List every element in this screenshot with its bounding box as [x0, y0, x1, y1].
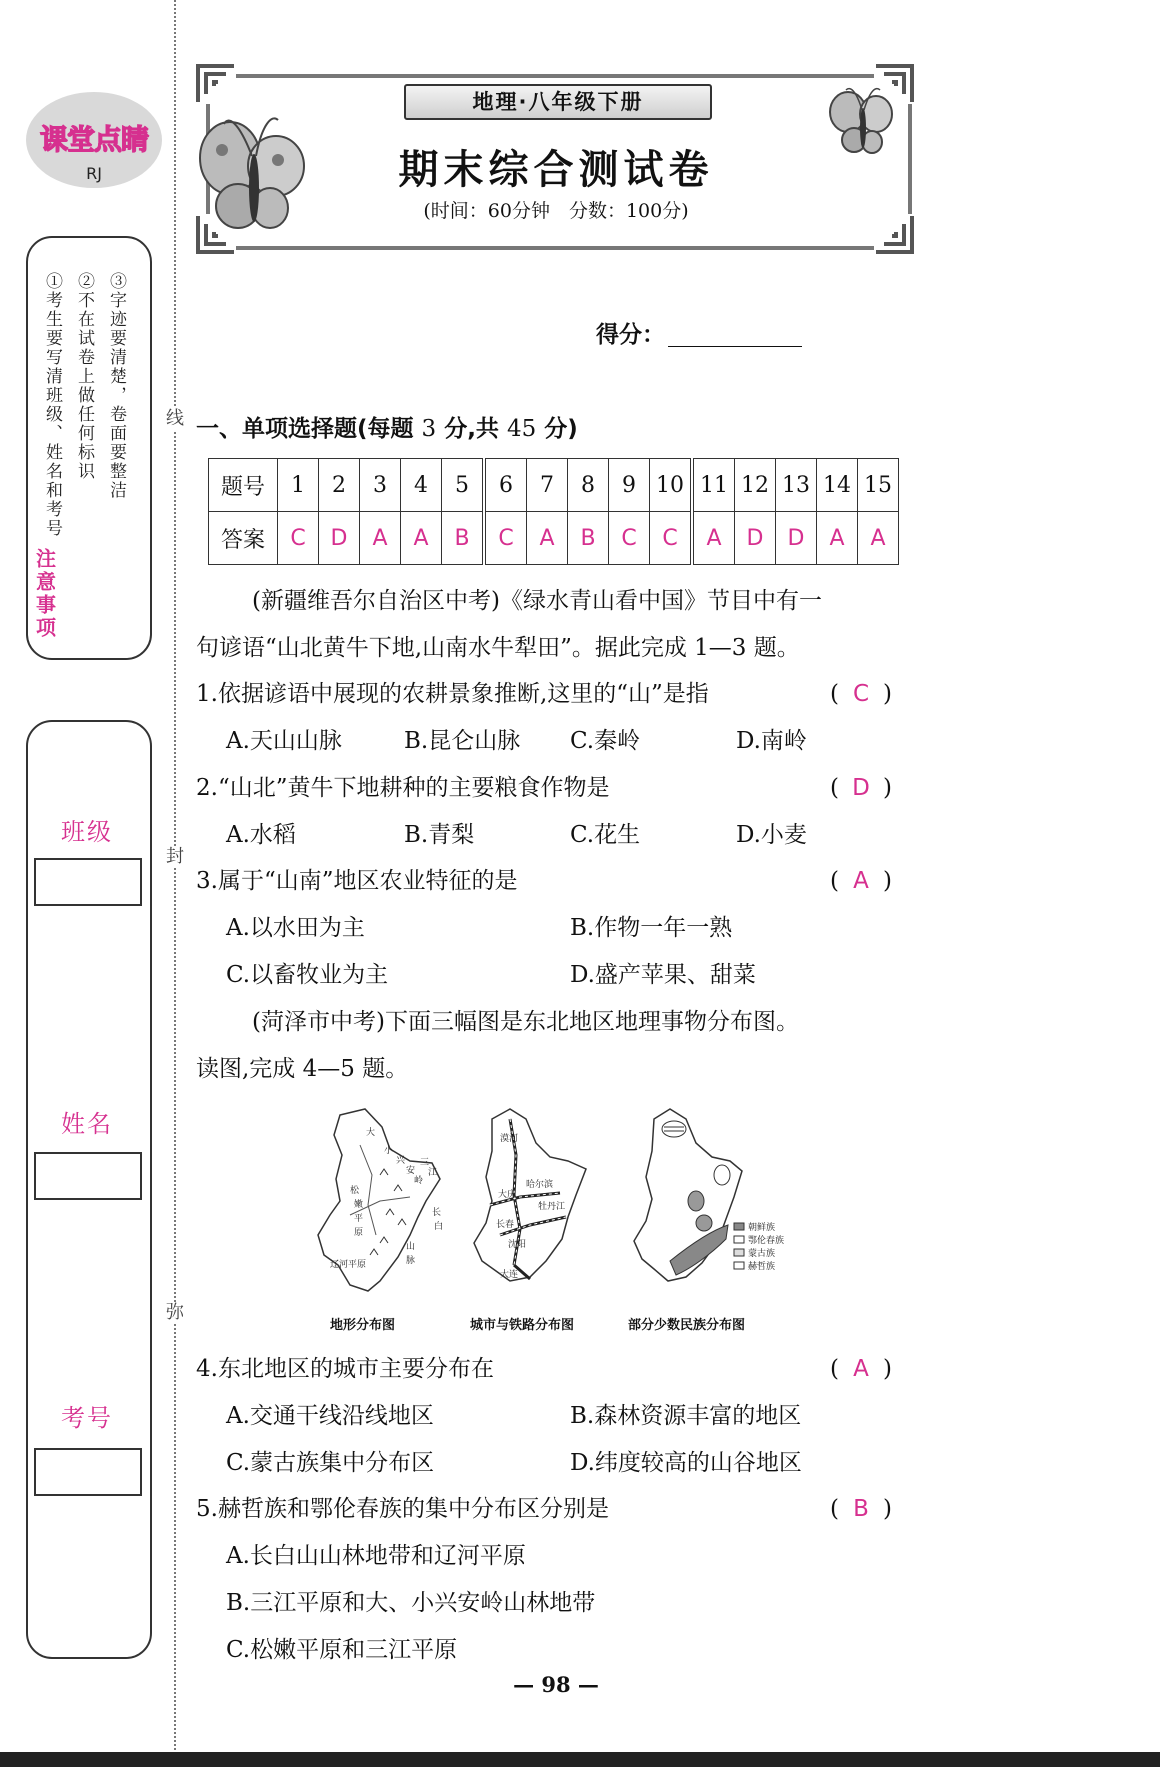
answer-cell[interactable]: B [442, 512, 485, 565]
map-label: 大连 [500, 1270, 519, 1280]
table-cell: 2 [319, 459, 360, 512]
exam-number-label: 考号 [61, 1404, 113, 1432]
question-3-answer[interactable]: ( A ) [830, 868, 892, 894]
question-number-row [209, 459, 899, 512]
q1-option-d[interactable]: D.南岭 [736, 728, 807, 754]
legend-label: 赫哲族 [748, 1262, 776, 1272]
map-label: 平 [354, 1214, 364, 1224]
table-cell: 5 [442, 459, 485, 512]
table-cell: 7 [527, 459, 568, 512]
q5-option-b[interactable]: B.三江平原和大、小兴安岭山林地带 [226, 1590, 596, 1616]
name-label: 姓名 [61, 1110, 113, 1138]
question-5-stem: 5.赫哲族和鄂伦春族的集中分布区分别是 [196, 1496, 609, 1522]
ethnic-map [634, 1109, 784, 1281]
legend-label: 鄂伦春族 [748, 1236, 785, 1246]
exam-time-and-score: (时间：60分钟 分数：100分) [423, 200, 689, 222]
answer-cell[interactable]: A [401, 512, 442, 565]
answer-cell[interactable]: D [735, 512, 776, 565]
legend-label: 蒙古族 [748, 1249, 776, 1259]
answer-table [208, 458, 899, 565]
answer-row [209, 512, 899, 565]
question-2-stem: 2.“山北”黄牛下地耕种的主要粮食作物是 [196, 775, 610, 801]
table-cell: 12 [735, 459, 776, 512]
exam-notes-box [26, 236, 152, 660]
passage-2-line-1: (菏泽市中考)下面三幅图是东北地区地理事物分布图。 [252, 1009, 799, 1035]
frame-corner-ornament [874, 214, 914, 254]
exam-number-field[interactable] [34, 1448, 142, 1496]
q4-option-b[interactable]: B.森林资源丰富的地区 [570, 1403, 802, 1429]
map-caption-terrain: 地形分布图 [330, 1318, 396, 1333]
map-label: 辽河平原 [330, 1260, 367, 1270]
map-label: 小 [384, 1146, 394, 1156]
class-field[interactable] [34, 858, 142, 906]
name-field[interactable] [34, 1152, 142, 1200]
map-label: 山 [406, 1242, 416, 1252]
note-2: ②不在试卷上做任何标识 [74, 272, 94, 481]
brand-edition: RJ [86, 164, 102, 183]
q2-option-c[interactable]: C.花生 [570, 822, 641, 848]
question-1-stem: 1.依据谚语中展现的农耕景象推断,这里的“山”是指 [196, 681, 709, 707]
map-label: 安 [406, 1166, 416, 1176]
exam-title: 期末综合测试卷 [398, 146, 714, 193]
map-label: 大 [366, 1128, 376, 1138]
page-number: — 98 — [513, 1672, 599, 1697]
butterfly-right-icon [826, 82, 896, 158]
passage-2-line-2: 读图,完成 4—5 题。 [196, 1056, 409, 1082]
answer-cell[interactable]: A [817, 512, 858, 565]
map-label: 江 [428, 1168, 438, 1178]
notes-heading: 注意事项 [32, 548, 57, 640]
table-cell: 3 [360, 459, 401, 512]
answer-cell[interactable]: A [527, 512, 568, 565]
table-cell: 1 [278, 459, 319, 512]
legend-label: 朝鲜族 [748, 1223, 776, 1233]
answer-cell[interactable]: A [858, 512, 899, 565]
class-label: 班级 [61, 818, 113, 846]
answer-cell[interactable]: C [650, 512, 693, 565]
answer-cell[interactable]: A [692, 512, 735, 565]
terrain-map [318, 1109, 443, 1291]
bottom-edge-bar [0, 1752, 1160, 1767]
table-header-cell: 答案 [209, 512, 278, 565]
table-cell: 11 [692, 459, 735, 512]
map-label: 长 [432, 1208, 442, 1218]
butterfly-left-icon [198, 110, 308, 234]
q1-option-b[interactable]: B.昆仑山脉 [404, 728, 521, 754]
answer-cell[interactable]: D [776, 512, 817, 565]
question-1-answer[interactable]: ( C ) [830, 681, 892, 707]
map-caption-ethnic: 部分少数民族分布图 [628, 1318, 746, 1333]
cut-mark-line: 线 [166, 408, 184, 429]
map-label: 原 [354, 1228, 364, 1238]
q5-option-c[interactable]: C.松嫩平原和三江平原 [226, 1637, 458, 1663]
map-label: 牡丹江 [538, 1202, 566, 1212]
brand-title: 课堂点睛 [39, 123, 148, 156]
question-3-stem: 3.属于“山南”地区农业特征的是 [196, 868, 518, 894]
map-label: 兴 [396, 1156, 406, 1166]
map-label: 哈尔滨 [526, 1180, 554, 1190]
map-label: 岭 [414, 1176, 424, 1186]
score-blank[interactable] [668, 346, 802, 347]
q3-option-b[interactable]: B.作物一年一熟 [570, 915, 733, 941]
q3-option-d[interactable]: D.盛产苹果、甜菜 [570, 962, 756, 988]
question-4-stem: 4.东北地区的城市主要分布在 [196, 1356, 494, 1382]
map-label: 长春 [496, 1220, 515, 1230]
q4-option-c[interactable]: C.蒙古族集中分布区 [226, 1450, 435, 1476]
map-label: 沈阳 [508, 1240, 527, 1250]
passage-1-line-1: (新疆维吾尔自治区中考)《绿水青山看中国》节目中有一 [252, 588, 822, 614]
q2-option-b[interactable]: B.青梨 [404, 822, 475, 848]
question-2-answer[interactable]: ( D ) [830, 775, 892, 801]
q3-option-c[interactable]: C.以畜牧业为主 [226, 962, 389, 988]
question-4-answer[interactable]: ( A ) [830, 1356, 892, 1382]
map-label: 白 [434, 1222, 444, 1232]
note-3: ③字迹要清楚，卷面要整洁 [106, 272, 126, 500]
answer-cell[interactable]: D [319, 512, 360, 565]
q5-option-a[interactable]: A.长白山山林地带和辽河平原 [226, 1543, 526, 1569]
binding-dotted-line [174, 0, 176, 1750]
q1-option-c[interactable]: C.秦岭 [570, 728, 641, 754]
frame-corner-ornament [196, 64, 236, 104]
passage-1-line-2: 句谚语“山北黄牛下地,山南水牛犁田”。据此完成 1—3 题。 [196, 635, 800, 661]
table-cell: 15 [858, 459, 899, 512]
map-label: 脉 [406, 1256, 416, 1266]
table-cell: 4 [401, 459, 442, 512]
answer-cell[interactable]: C [609, 512, 650, 565]
question-5-answer[interactable]: ( B ) [830, 1496, 892, 1522]
score-label: 得分： [596, 322, 665, 348]
q2-option-a[interactable]: A.水稻 [226, 822, 296, 848]
table-cell: 10 [650, 459, 693, 512]
map-label: 三 [420, 1158, 430, 1168]
map-label: 松 [350, 1186, 360, 1196]
answer-cell[interactable]: A [360, 512, 401, 565]
table-cell: 9 [609, 459, 650, 512]
brand-logo [26, 92, 162, 188]
q4-option-d[interactable]: D.纬度较高的山谷地区 [570, 1450, 802, 1476]
note-1: ①考生要写清班级、姓名和考号 [42, 272, 62, 538]
northeast-maps-figure [310, 1105, 810, 1337]
section-heading: 一、单项选择题(每题 3 分,共 45 分) [196, 416, 578, 442]
map-label: 大庆 [498, 1190, 517, 1200]
map-label: 漠河 [500, 1134, 519, 1144]
city-railway-map [474, 1109, 586, 1281]
cut-mark-seal: 封 [166, 846, 184, 867]
table-cell: 13 [776, 459, 817, 512]
table-header-cell: 题号 [209, 459, 278, 512]
map-label: 嫩 [354, 1200, 364, 1210]
table-cell: 14 [817, 459, 858, 512]
q2-option-d[interactable]: D.小麦 [736, 822, 807, 848]
subject-label: 地理·八年级下册 [404, 84, 712, 120]
table-cell: 6 [484, 459, 527, 512]
answer-cell[interactable]: B [568, 512, 609, 565]
answer-cell[interactable]: C [278, 512, 319, 565]
answer-cell[interactable]: C [484, 512, 527, 565]
q4-option-a[interactable]: A.交通干线沿线地区 [226, 1403, 434, 1429]
map-caption-city-railway: 城市与铁路分布图 [470, 1318, 575, 1333]
table-cell: 8 [568, 459, 609, 512]
cut-mark-close: 弥 [166, 1302, 184, 1323]
q1-option-a[interactable]: A.天山山脉 [226, 728, 342, 754]
q3-option-a[interactable]: A.以水田为主 [226, 915, 365, 941]
